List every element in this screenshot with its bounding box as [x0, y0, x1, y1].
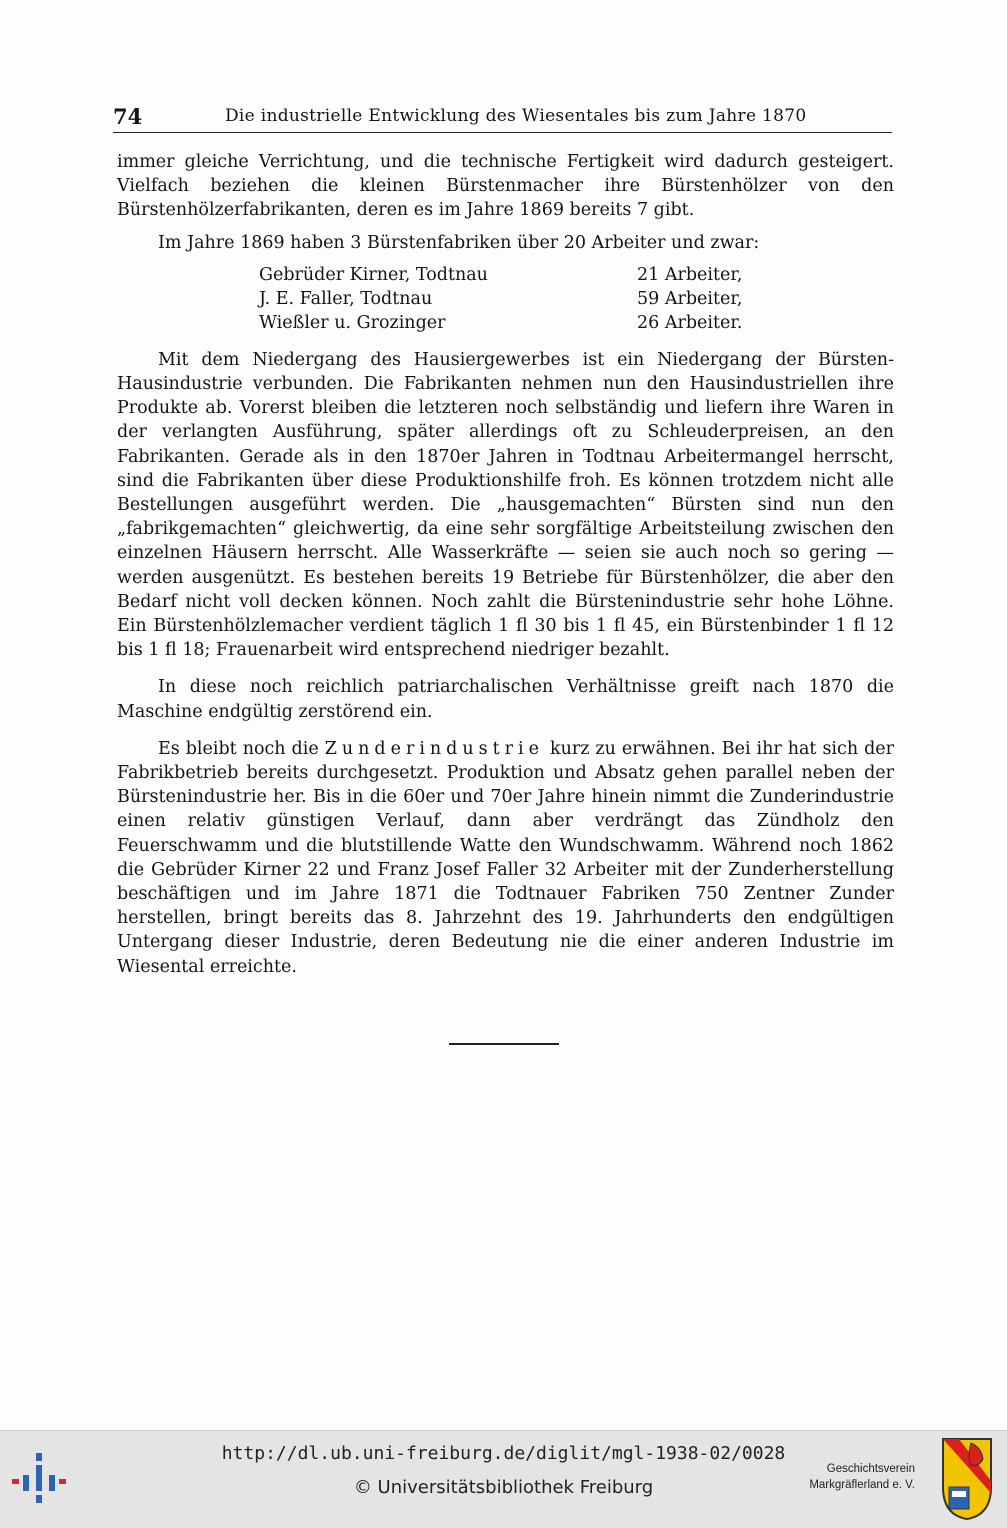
- worker-count: 26 Arbeiter.: [637, 312, 743, 333]
- footer-bar: [0, 1430, 1007, 1528]
- worker-count: 21 Arbeiter,: [637, 264, 743, 285]
- source-url-link[interactable]: http://dl.ub.uni-freiburg.de/diglit/mgl-1938-02/0028: [221, 1443, 786, 1464]
- paragraph-5: [117, 737, 894, 979]
- body-text: [117, 150, 894, 992]
- company-name: Wießler u. Grozinger: [259, 312, 446, 333]
- company-name: J. E. Faller, Todtnau: [259, 288, 433, 309]
- table-row: [259, 311, 742, 335]
- coat-of-arms-icon: [941, 1437, 993, 1521]
- worker-table: [259, 263, 742, 335]
- end-rule: [449, 1043, 559, 1045]
- table-row: [259, 263, 742, 287]
- paragraph-5-start: Es bleibt noch die: [158, 738, 325, 759]
- paragraph-1: immer gleiche Verrichtung, und die technische Fertigkeit wird dadurch gesteigert. Vielfach beziehen die kleinen Bürstenmacher ihre Bürstenhölzer von den Bürstenhölzerfabrikanten, deren es im Jahre 1869 bereits 7 gibt.: [117, 152, 894, 221]
- running-head: [113, 102, 892, 133]
- running-title: Die industrielle Entwicklung des Wiesentales bis zum Jahre 1870: [225, 106, 807, 126]
- company-name: Gebrüder Kirner, Todtnau: [259, 264, 488, 285]
- copyright-text: © Universitätsbibliothek Freiburg: [353, 1477, 654, 1498]
- page-number: 74: [113, 104, 143, 129]
- table-row: [259, 287, 742, 311]
- paragraph-3: Mit dem Niedergang des Hausiergewerbes ist ein Niedergang der Bürsten-Hausindustrie verbunden. Die Fabrikanten nehmen nun den Hausindustriellen ihre Produkte ab. Vorerst bleiben die letzteren noch selbständig und liefern ihre Waren in der verlangten Ausführung, später allerdings oft zu Schleuderpreisen, an den Fabrikanten. Gerade als in den 1870er Jahren in Todtnau Arbeitermangel herrscht, sind die Fabrikanten über diese Produktionshilfe froh. Es können trotzdem nicht alle Bestellungen ausgeführt werden. Die „hausgemachten“ Bürsten sind nun den „fabrikgemachten“ gleichwertig, da eine sehr sorgfältige Arbeitsteilung zwischen den einzelnen Häusern herrscht. Alle Wasserkräfte — seien sie auch noch so gering — werden ausgenützt. Es bestehen bereits 19 Betriebe für Bürstenhölzer, die aber den Bedarf nicht voll decken können. Noch zahlt die Bürstenindustrie sehr hohe Löhne. Ein Bürstenhölzlemacher verdient täglich 1 fl 30 bis 1 fl 45, ein Bürstenbinder 1 fl 12 bis 1 fl 18; Frauenarbeit wird entsprechend niedriger bezahlt.: [117, 349, 894, 661]
- society-line-2: Markgräflerland e. V.: [809, 1479, 915, 1491]
- worker-count: 59 Arbeiter,: [637, 288, 743, 309]
- society-line-1: Geschichtsverein: [826, 1463, 915, 1475]
- paragraph-4: In diese noch reichlich patriarchalischen Verhältnisse greift nach 1870 die Maschine endgültig zerstörend ein.: [117, 677, 894, 722]
- spaced-term: Zunderindustrie: [324, 738, 544, 759]
- paragraph-2: Im Jahre 1869 haben 3 Bürstenfabriken über 20 Arbeiter und zwar:: [158, 232, 760, 253]
- paragraph-5-rest: kurz zu erwähnen. Bei ihr hat sich der Fabrikbetrieb bereits durchgesetzt. Produktion und Absatz gehen parallel neben der Bürstenindustrie her. Bis in die 60er und 70er Jahre hinein nimmt die Zunderindustrie einen relativ günstigen Verlauf, dann aber verdrängt das Zündholz den Feuerschwamm und die blutstillende Watte den Wundschwamm. Während noch 1862 die Gebrüder Kirner 22 und Franz Josef Faller 32 Arbeiter mit der Zunderherstellung beschäftigen und im Jahre 1871 die Todtnauer Fabriken 750 Zentner Zunder herstellen, bringt bereits das 8. Jahrzehnt des 19. Jahrhunderts den endgültigen Untergang dieser Industrie, deren Bedeutung nie die einer anderen Industrie im Wiesental erreichte.: [117, 738, 894, 977]
- society-name: [809, 1461, 915, 1493]
